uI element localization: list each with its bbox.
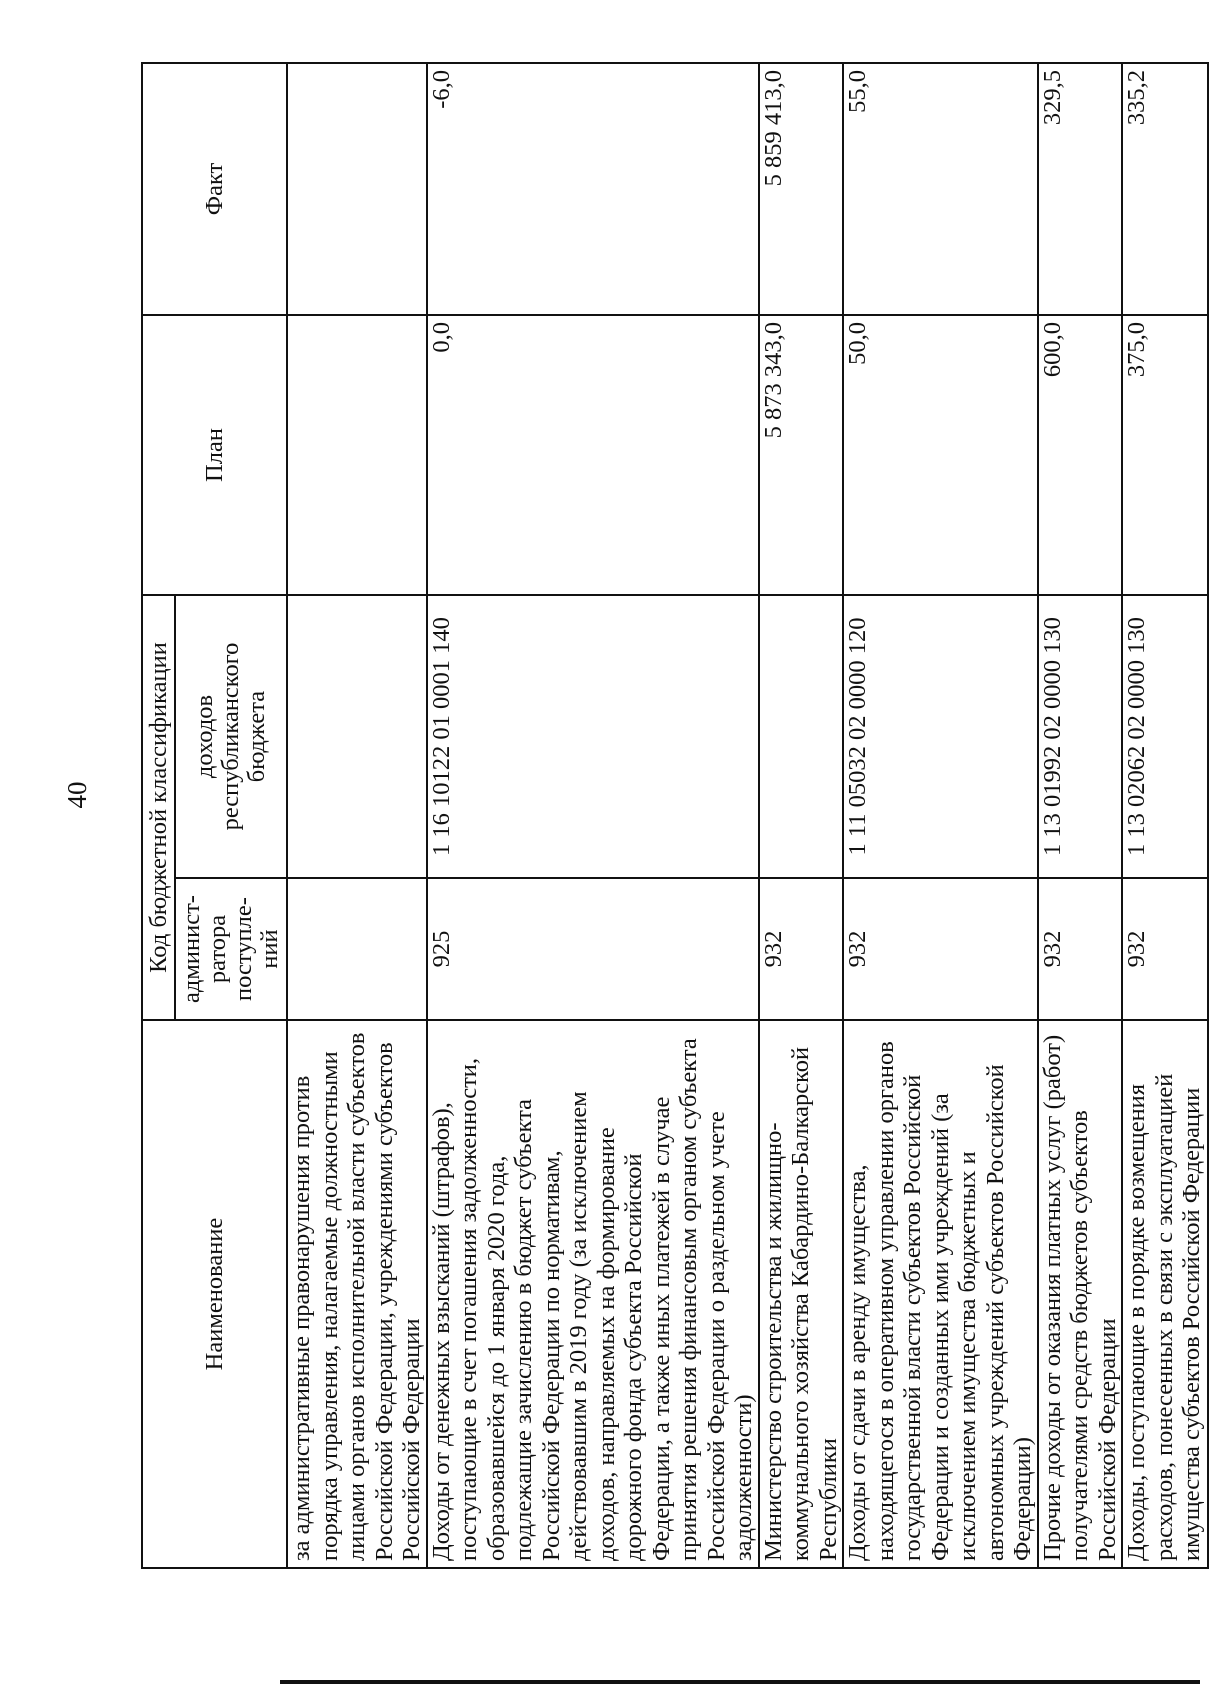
row-plan: 50,0 <box>843 315 1038 595</box>
header-income: доходов республиканского бюджета <box>175 595 287 878</box>
row-income-code: 1 11 05032 02 0000 120 <box>843 595 1038 878</box>
row-admin-code: 932 <box>1038 878 1123 1020</box>
row-name: Министерство строительства и жилищно-коммунального хозяйства Кабардино-Балкарской Республики <box>759 1020 844 1568</box>
row-fact <box>287 63 427 315</box>
row-income-code: 1 16 10122 01 0001 140 <box>427 595 759 878</box>
row-plan <box>287 315 427 595</box>
row-income-code <box>287 595 427 878</box>
row-admin-code: 932 <box>1122 878 1208 1020</box>
row-income-code <box>759 595 844 878</box>
header-plan: План <box>142 315 287 595</box>
table-row <box>427 63 759 1568</box>
row-income-code: 1 13 02062 02 0000 130 <box>1122 595 1208 878</box>
row-fact: -6,0 <box>427 63 759 315</box>
row-admin-code: 932 <box>759 878 844 1020</box>
table-row <box>843 63 1038 1568</box>
scan-edge-line <box>280 1680 1200 1684</box>
row-admin-code <box>287 878 427 1020</box>
row-plan: 375,0 <box>1122 315 1208 595</box>
row-income-code: 1 13 01992 02 0000 130 <box>1038 595 1123 878</box>
table-row <box>287 63 427 1568</box>
header-name: Наименование <box>142 1020 287 1568</box>
row-plan: 5 873 343,0 <box>759 315 844 595</box>
row-name: Доходы от денежных взысканий (штрафов), поступающие в счет погашения задолженности, образовавшейся до 1 января 2020 года, подлежащие зачислению в бюджет субъекта Российской Федерации по нормативам, действовавшим в 2019 году (за исключением доходов, направляемых на формирование дорожного фонда субъекта Российской Федерации, а также иных платежей в случае принятия решения финансовым органом субъекта Российской Федерации о раздельном учете задолженности) <box>427 1020 759 1568</box>
row-fact: 55,0 <box>843 63 1038 315</box>
row-fact: 5 859 413,0 <box>759 63 844 315</box>
table-row <box>1038 63 1123 1568</box>
table-row <box>759 63 844 1568</box>
page-number: 40 <box>62 781 92 809</box>
row-name: Доходы, поступающие в порядке возмещения расходов, понесенных в связи с эксплуатацией имущества субъектов Российской Федерации <box>1122 1020 1208 1568</box>
row-admin-code: 925 <box>427 878 759 1020</box>
row-name: за административные правонарушения против порядка управления, налагаемые должностными лицами органов исполнительной власти субъектов Российской Федерации, учреждениями субъектов Российской Федерации <box>287 1020 427 1568</box>
row-name: Прочие доходы от оказания платных услуг (работ) получателями средств бюджетов субъектов Российской Федерации <box>1038 1020 1123 1568</box>
header-fact: Факт <box>142 63 287 315</box>
row-plan: 0,0 <box>427 315 759 595</box>
row-fact: 335,2 <box>1122 63 1208 315</box>
budget-revenue-table <box>141 62 1209 1569</box>
header-admin: админист- ратора поступле- ний <box>175 878 287 1020</box>
table-row <box>1122 63 1208 1568</box>
header-code-group: Код бюджетной классификации <box>142 595 175 1020</box>
rotated-table-container <box>141 64 1205 1569</box>
row-fact: 329,5 <box>1038 63 1123 315</box>
row-admin-code: 932 <box>843 878 1038 1020</box>
row-plan: 600,0 <box>1038 315 1123 595</box>
row-name: Доходы от сдачи в аренду имущества, находящегося в оперативном управлении органов государственной власти субъектов Российской Федерации и созданных ими учреждений (за исключением имущества бюджетных и автономных учреждений субъектов Российской Федерации) <box>843 1020 1038 1568</box>
